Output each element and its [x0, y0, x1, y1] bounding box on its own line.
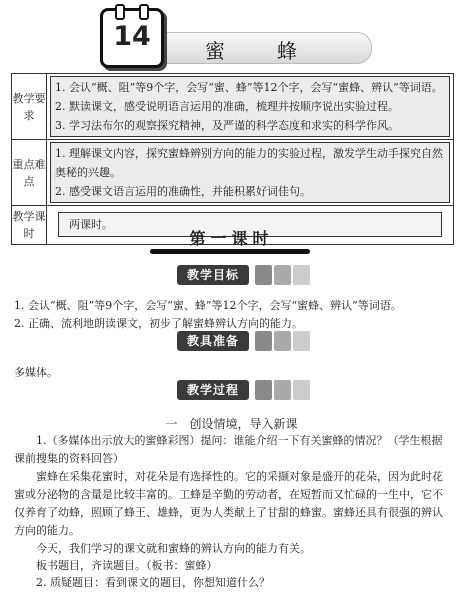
hours-box: 两课时。 [58, 212, 442, 237]
list-item: 1. 理解课文内容，探究蜜蜂辨别方向的能力的实验过程，激发学生动手探究自然奥秘的兴趣。 [55, 147, 443, 179]
table-row [12, 74, 454, 140]
list-item: 2. 默读课文，感受说明语言运用的准确，梳理并按顺序说出实验过程。 [55, 100, 399, 113]
key-points-box [50, 142, 450, 203]
section-process-label: 教学过程 [177, 380, 249, 400]
list-item: 2. 感受课文语言运用的准确性，并能积累好词佳句。 [55, 185, 311, 198]
tools-text: 多媒体。 [14, 366, 58, 379]
process-paragraph: 今天，我们学习的课文就和蜜蜂的辨认方向的能力有关。 [36, 542, 311, 555]
row-label: 重点难点 [12, 140, 47, 206]
session-title: 第一课时 [189, 229, 274, 248]
decor-square [293, 380, 310, 400]
lesson-info-table [11, 73, 454, 245]
decor-square [255, 265, 272, 285]
process-heading: 一 创设情境，导入新课 [165, 417, 298, 431]
table-row [12, 140, 454, 206]
decor-square [255, 331, 272, 351]
decor-square [274, 380, 291, 400]
lesson-header [100, 8, 370, 70]
process-paragraph: 1.（多媒体出示放大的蜜蜂彩图）提问：谁能介绍一下有关蜜蜂的情况？（学生根据课前搜集的资料回答） [14, 434, 443, 465]
row-content [47, 74, 454, 140]
decor-square [274, 331, 291, 351]
row-content [47, 140, 454, 206]
decor-square [293, 265, 310, 285]
goal-item: 2. 正确、流利地朗读课文，初步了解蜜蜂辨认方向的能力。 [14, 317, 303, 330]
process-paragraph: 蜜蜂在采集花蜜时，对花朵是有选择性的。它的采撷对象是盛开的花朵，因为此时花蜜或分泌物的含量是比较丰富的。工蜂是辛勤的劳动者，在短暂而又忙碌的一生中，它不仅养育了幼蜂，照顾了蜂王、雄蜂，更为人类献上了甘甜的蜂蜜。蜜蜂还具有很强的辨认方向的能力。 [14, 470, 443, 537]
session-title-underline [150, 249, 310, 254]
decor-square [274, 265, 291, 285]
lesson-number: 14 [113, 21, 151, 52]
section-tools-label: 教具准备 [177, 331, 249, 351]
row-label: 教学要求 [12, 74, 47, 140]
list-item: 1. 会认“概、阻”等9个字，会写“蜜、蜂”等12个字，会写“蜜蜂、辨认”等词语。 [55, 81, 443, 94]
requirement-box [50, 76, 450, 137]
process-paragraph: 板书题目，齐读题目。（板书：蜜蜂） [36, 559, 218, 572]
binder-ring-icon [115, 4, 125, 20]
section-goals-label: 教学目标 [177, 265, 249, 285]
binder-ring-icon [139, 4, 149, 20]
decor-square [255, 380, 272, 400]
lesson-number-badge [100, 8, 164, 68]
list-item: 3. 学习法布尔的观察探究精神，及严谨的科学态度和求实的科学作风。 [55, 119, 399, 132]
process-paragraph: 2. 质疑题目：看到课文的题目，你想知道什么？ [36, 576, 270, 589]
row-label: 教学课时 [12, 206, 47, 245]
goal-item: 1. 会认“概、阻”等9个字，会写“蜜、蜂”等12个字，会写“蜜蜂、辨认”等词语。 [14, 299, 402, 312]
lesson-title: 蜜蜂 [205, 39, 349, 63]
decor-square [293, 331, 310, 351]
